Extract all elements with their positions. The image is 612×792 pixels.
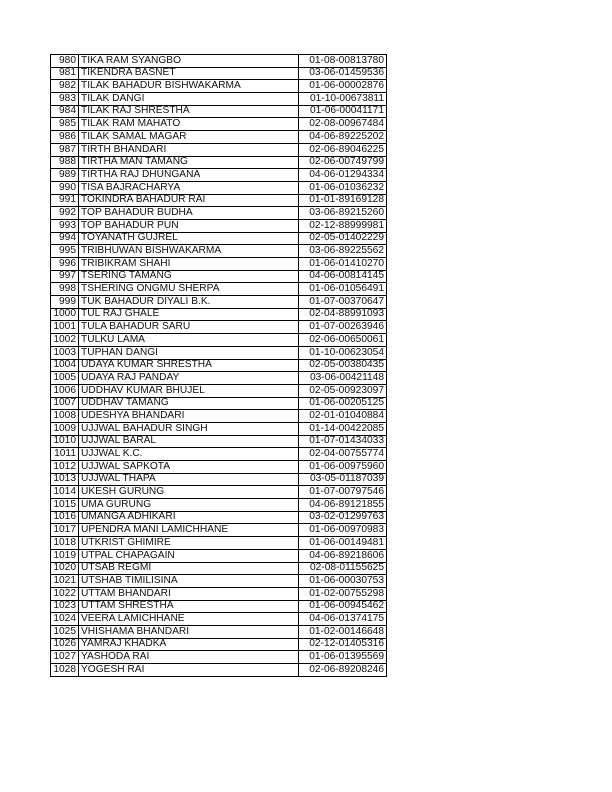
- row-number: 998: [51, 283, 79, 296]
- registration-number: 01-02-00755298: [299, 587, 387, 600]
- table-row: [51, 346, 387, 359]
- row-number: 1004: [51, 359, 79, 372]
- row-number: 983: [51, 93, 79, 106]
- table-row: [51, 575, 387, 588]
- registration-number: 01-06-01036232: [299, 181, 387, 194]
- person-name: TIRTH BHANDARI: [79, 143, 299, 156]
- table-row: [51, 448, 387, 461]
- registration-number: 01-06-00041171: [299, 105, 387, 118]
- row-number: 996: [51, 258, 79, 271]
- table-row: [51, 486, 387, 499]
- row-number: 997: [51, 270, 79, 283]
- table-row: [51, 143, 387, 156]
- registration-number: 01-10-00623054: [299, 346, 387, 359]
- row-number: 1005: [51, 372, 79, 385]
- table-row: [51, 207, 387, 220]
- registration-number: 01-07-00263946: [299, 321, 387, 334]
- table-row: [51, 105, 387, 118]
- person-name: TRIBIKRAM SHAHI: [79, 258, 299, 271]
- person-name: UDESHYA BHANDARI: [79, 410, 299, 423]
- row-number: 1012: [51, 461, 79, 474]
- person-name: TOYANATH GUJREL: [79, 232, 299, 245]
- registration-number: 02-06-00650061: [299, 334, 387, 347]
- table-row: [51, 283, 387, 296]
- person-name: TILAK DANGI: [79, 93, 299, 106]
- table-row: [51, 600, 387, 613]
- registration-number: 01-06-00945462: [299, 600, 387, 613]
- table-row: [51, 219, 387, 232]
- row-number: 991: [51, 194, 79, 207]
- table-row: [51, 613, 387, 626]
- registration-number: 02-06-00749799: [299, 156, 387, 169]
- table-row: [51, 169, 387, 182]
- registration-number: 04-06-89225202: [299, 131, 387, 144]
- row-number: 1022: [51, 587, 79, 600]
- row-number: 985: [51, 118, 79, 131]
- row-number: 1011: [51, 448, 79, 461]
- table-row: [51, 397, 387, 410]
- table-row: [51, 194, 387, 207]
- row-number: 1000: [51, 308, 79, 321]
- registration-number: 01-06-00970983: [299, 524, 387, 537]
- table-row: [51, 511, 387, 524]
- row-number: 1027: [51, 651, 79, 664]
- table-row: [51, 67, 387, 80]
- table-row: [51, 422, 387, 435]
- person-name: UDAYA KUMAR SHRESTHA: [79, 359, 299, 372]
- person-name: TULKU LAMA: [79, 334, 299, 347]
- registration-number: 02-08-01155625: [299, 562, 387, 575]
- registration-number: 02-12-88999981: [299, 219, 387, 232]
- row-number: 987: [51, 143, 79, 156]
- row-number: 982: [51, 80, 79, 93]
- person-name: TIKENDRA BASNET: [79, 67, 299, 80]
- table-row: [51, 372, 387, 385]
- table-row: [51, 232, 387, 245]
- table-row: [51, 296, 387, 309]
- row-number: 1009: [51, 422, 79, 435]
- row-number: 992: [51, 207, 79, 220]
- table-row: [51, 55, 387, 68]
- row-number: 1006: [51, 384, 79, 397]
- table-row: [51, 461, 387, 474]
- row-number: 1014: [51, 486, 79, 499]
- registration-number: 02-06-89046225: [299, 143, 387, 156]
- table-row: [51, 435, 387, 448]
- person-name: TILAK BAHADUR BISHWAKARMA: [79, 80, 299, 93]
- table-row: [51, 308, 387, 321]
- registration-number: 02-04-88991093: [299, 308, 387, 321]
- registration-number: 03-06-00421148: [299, 372, 387, 385]
- row-number: 993: [51, 219, 79, 232]
- registration-number: 03-06-01459536: [299, 67, 387, 80]
- person-name: UJJWAL BAHADUR SINGH: [79, 422, 299, 435]
- person-name: UJJWAL SAPKOTA: [79, 461, 299, 474]
- person-name: UMA GURUNG: [79, 499, 299, 512]
- table-row: [51, 131, 387, 144]
- person-name: TUPHAN DANGI: [79, 346, 299, 359]
- person-name: UKESH GURUNG: [79, 486, 299, 499]
- registration-number: 01-10-00673811: [299, 93, 387, 106]
- row-number: 1002: [51, 334, 79, 347]
- person-name: TUL RAJ GHALE: [79, 308, 299, 321]
- row-number: 1024: [51, 613, 79, 626]
- row-number: 1026: [51, 638, 79, 651]
- row-number: 999: [51, 296, 79, 309]
- table-row: [51, 258, 387, 271]
- person-name: UDAYA RAJ PANDAY: [79, 372, 299, 385]
- table-row: [51, 80, 387, 93]
- table-row: [51, 651, 387, 664]
- row-number: 981: [51, 67, 79, 80]
- row-number: 1007: [51, 397, 79, 410]
- registration-number: 04-06-01294334: [299, 169, 387, 182]
- row-number: 1028: [51, 664, 79, 677]
- roster-table: [50, 54, 387, 677]
- registration-number: 03-06-89225562: [299, 245, 387, 258]
- registration-number: 01-06-00149481: [299, 537, 387, 550]
- person-name: TILAK RAJ SHRESTHA: [79, 105, 299, 118]
- table-row: [51, 181, 387, 194]
- table-row: [51, 270, 387, 283]
- row-number: 1020: [51, 562, 79, 575]
- registration-number: 02-06-89208246: [299, 664, 387, 677]
- table-row: [51, 359, 387, 372]
- registration-number: 01-06-01395569: [299, 651, 387, 664]
- registration-number: 01-07-00370647: [299, 296, 387, 309]
- person-name: TUK BAHADUR DIYALI B.K.: [79, 296, 299, 309]
- person-name: UJJWAL BARAL: [79, 435, 299, 448]
- registration-number: 02-08-00967484: [299, 118, 387, 131]
- person-name: TIRTHA MAN TAMANG: [79, 156, 299, 169]
- registration-number: 03-05-01187039: [299, 473, 387, 486]
- row-number: 989: [51, 169, 79, 182]
- person-name: TISA BAJRACHARYA: [79, 181, 299, 194]
- row-number: 1025: [51, 625, 79, 638]
- registration-number: 01-06-01410270: [299, 258, 387, 271]
- table-row: [51, 410, 387, 423]
- table-row: [51, 562, 387, 575]
- person-name: TULA BAHADUR SARU: [79, 321, 299, 334]
- registration-number: 01-14-00422085: [299, 422, 387, 435]
- person-name: UTSAB REGMI: [79, 562, 299, 575]
- registration-number: 02-01-01040884: [299, 410, 387, 423]
- row-number: 1013: [51, 473, 79, 486]
- table-row: [51, 524, 387, 537]
- row-number: 994: [51, 232, 79, 245]
- table-row: [51, 473, 387, 486]
- person-name: TILAK RAM MAHATO: [79, 118, 299, 131]
- registration-number: 04-06-89218606: [299, 549, 387, 562]
- table-row: [51, 384, 387, 397]
- table-row: [51, 321, 387, 334]
- registration-number: 01-07-01434033: [299, 435, 387, 448]
- person-name: UDDHAV TAMANG: [79, 397, 299, 410]
- registration-number: 02-05-00380435: [299, 359, 387, 372]
- person-name: TSERING TAMANG: [79, 270, 299, 283]
- person-name: TOP BAHADUR BUDHA: [79, 207, 299, 220]
- person-name: UJJWAL THAPA: [79, 473, 299, 486]
- table-row: [51, 549, 387, 562]
- row-number: 990: [51, 181, 79, 194]
- person-name: TSHERING ONGMU SHERPA: [79, 283, 299, 296]
- table-row: [51, 245, 387, 258]
- person-name: UJJWAL K.C.: [79, 448, 299, 461]
- registration-number: 04-06-89121855: [299, 499, 387, 512]
- table-row: [51, 156, 387, 169]
- person-name: TIRTHA RAJ DHUNGANA: [79, 169, 299, 182]
- registration-number: 04-06-00814145: [299, 270, 387, 283]
- person-name: TILAK SAMAL MAGAR: [79, 131, 299, 144]
- registration-number: 01-06-00002876: [299, 80, 387, 93]
- person-name: UTTAM BHANDARI: [79, 587, 299, 600]
- registration-number: 02-05-01402229: [299, 232, 387, 245]
- row-number: 1010: [51, 435, 79, 448]
- registration-number: 01-06-01056491: [299, 283, 387, 296]
- registration-number: 01-07-00797546: [299, 486, 387, 499]
- person-name: TRIBHUWAN BISHWAKARMA: [79, 245, 299, 258]
- row-number: 988: [51, 156, 79, 169]
- row-number: 1001: [51, 321, 79, 334]
- registration-number: 01-06-00030753: [299, 575, 387, 588]
- person-name: UTKRIST GHIMIRE: [79, 537, 299, 550]
- row-number: 980: [51, 55, 79, 68]
- row-number: 1003: [51, 346, 79, 359]
- row-number: 986: [51, 131, 79, 144]
- table-row: [51, 537, 387, 550]
- roster-body: [51, 55, 387, 677]
- table-row: [51, 638, 387, 651]
- registration-number: 01-02-00146648: [299, 625, 387, 638]
- table-row: [51, 499, 387, 512]
- row-number: 1008: [51, 410, 79, 423]
- person-name: UDDHAV KUMAR BHUJEL: [79, 384, 299, 397]
- row-number: 1015: [51, 499, 79, 512]
- person-name: UPENDRA MANI LAMICHHANE: [79, 524, 299, 537]
- person-name: TOKINDRA BAHADUR RAI: [79, 194, 299, 207]
- table-row: [51, 664, 387, 677]
- row-number: 1021: [51, 575, 79, 588]
- person-name: UMANGA ADHIKARI: [79, 511, 299, 524]
- registration-number: 01-08-00813780: [299, 55, 387, 68]
- person-name: VHISHAMA BHANDARI: [79, 625, 299, 638]
- person-name: TOP BAHADUR PUN: [79, 219, 299, 232]
- table-row: [51, 625, 387, 638]
- registration-number: 01-06-00205125: [299, 397, 387, 410]
- row-number: 1018: [51, 537, 79, 550]
- registration-number: 03-02-01299763: [299, 511, 387, 524]
- registration-number: 02-05-00923097: [299, 384, 387, 397]
- table-row: [51, 118, 387, 131]
- person-name: YOGESH RAI: [79, 664, 299, 677]
- row-number: 1016: [51, 511, 79, 524]
- person-name: YASHODA RAI: [79, 651, 299, 664]
- table-row: [51, 334, 387, 347]
- person-name: UTSHAB TIMILISINA: [79, 575, 299, 588]
- table-row: [51, 93, 387, 106]
- row-number: 984: [51, 105, 79, 118]
- row-number: 995: [51, 245, 79, 258]
- registration-number: 02-12-01405316: [299, 638, 387, 651]
- person-name: UTTAM SHRESTHA: [79, 600, 299, 613]
- registration-number: 01-01-89169128: [299, 194, 387, 207]
- person-name: YAMRAJ KHADKA: [79, 638, 299, 651]
- table-row: [51, 587, 387, 600]
- person-name: TIKA RAM SYANGBO: [79, 55, 299, 68]
- registration-number: 04-06-01374175: [299, 613, 387, 626]
- row-number: 1017: [51, 524, 79, 537]
- row-number: 1019: [51, 549, 79, 562]
- registration-number: 03-06-89215260: [299, 207, 387, 220]
- registration-number: 02-04-00755774: [299, 448, 387, 461]
- registration-number: 01-06-00975960: [299, 461, 387, 474]
- person-name: UTPAL CHAPAGAIN: [79, 549, 299, 562]
- row-number: 1023: [51, 600, 79, 613]
- person-name: VEERA LAMICHHANE: [79, 613, 299, 626]
